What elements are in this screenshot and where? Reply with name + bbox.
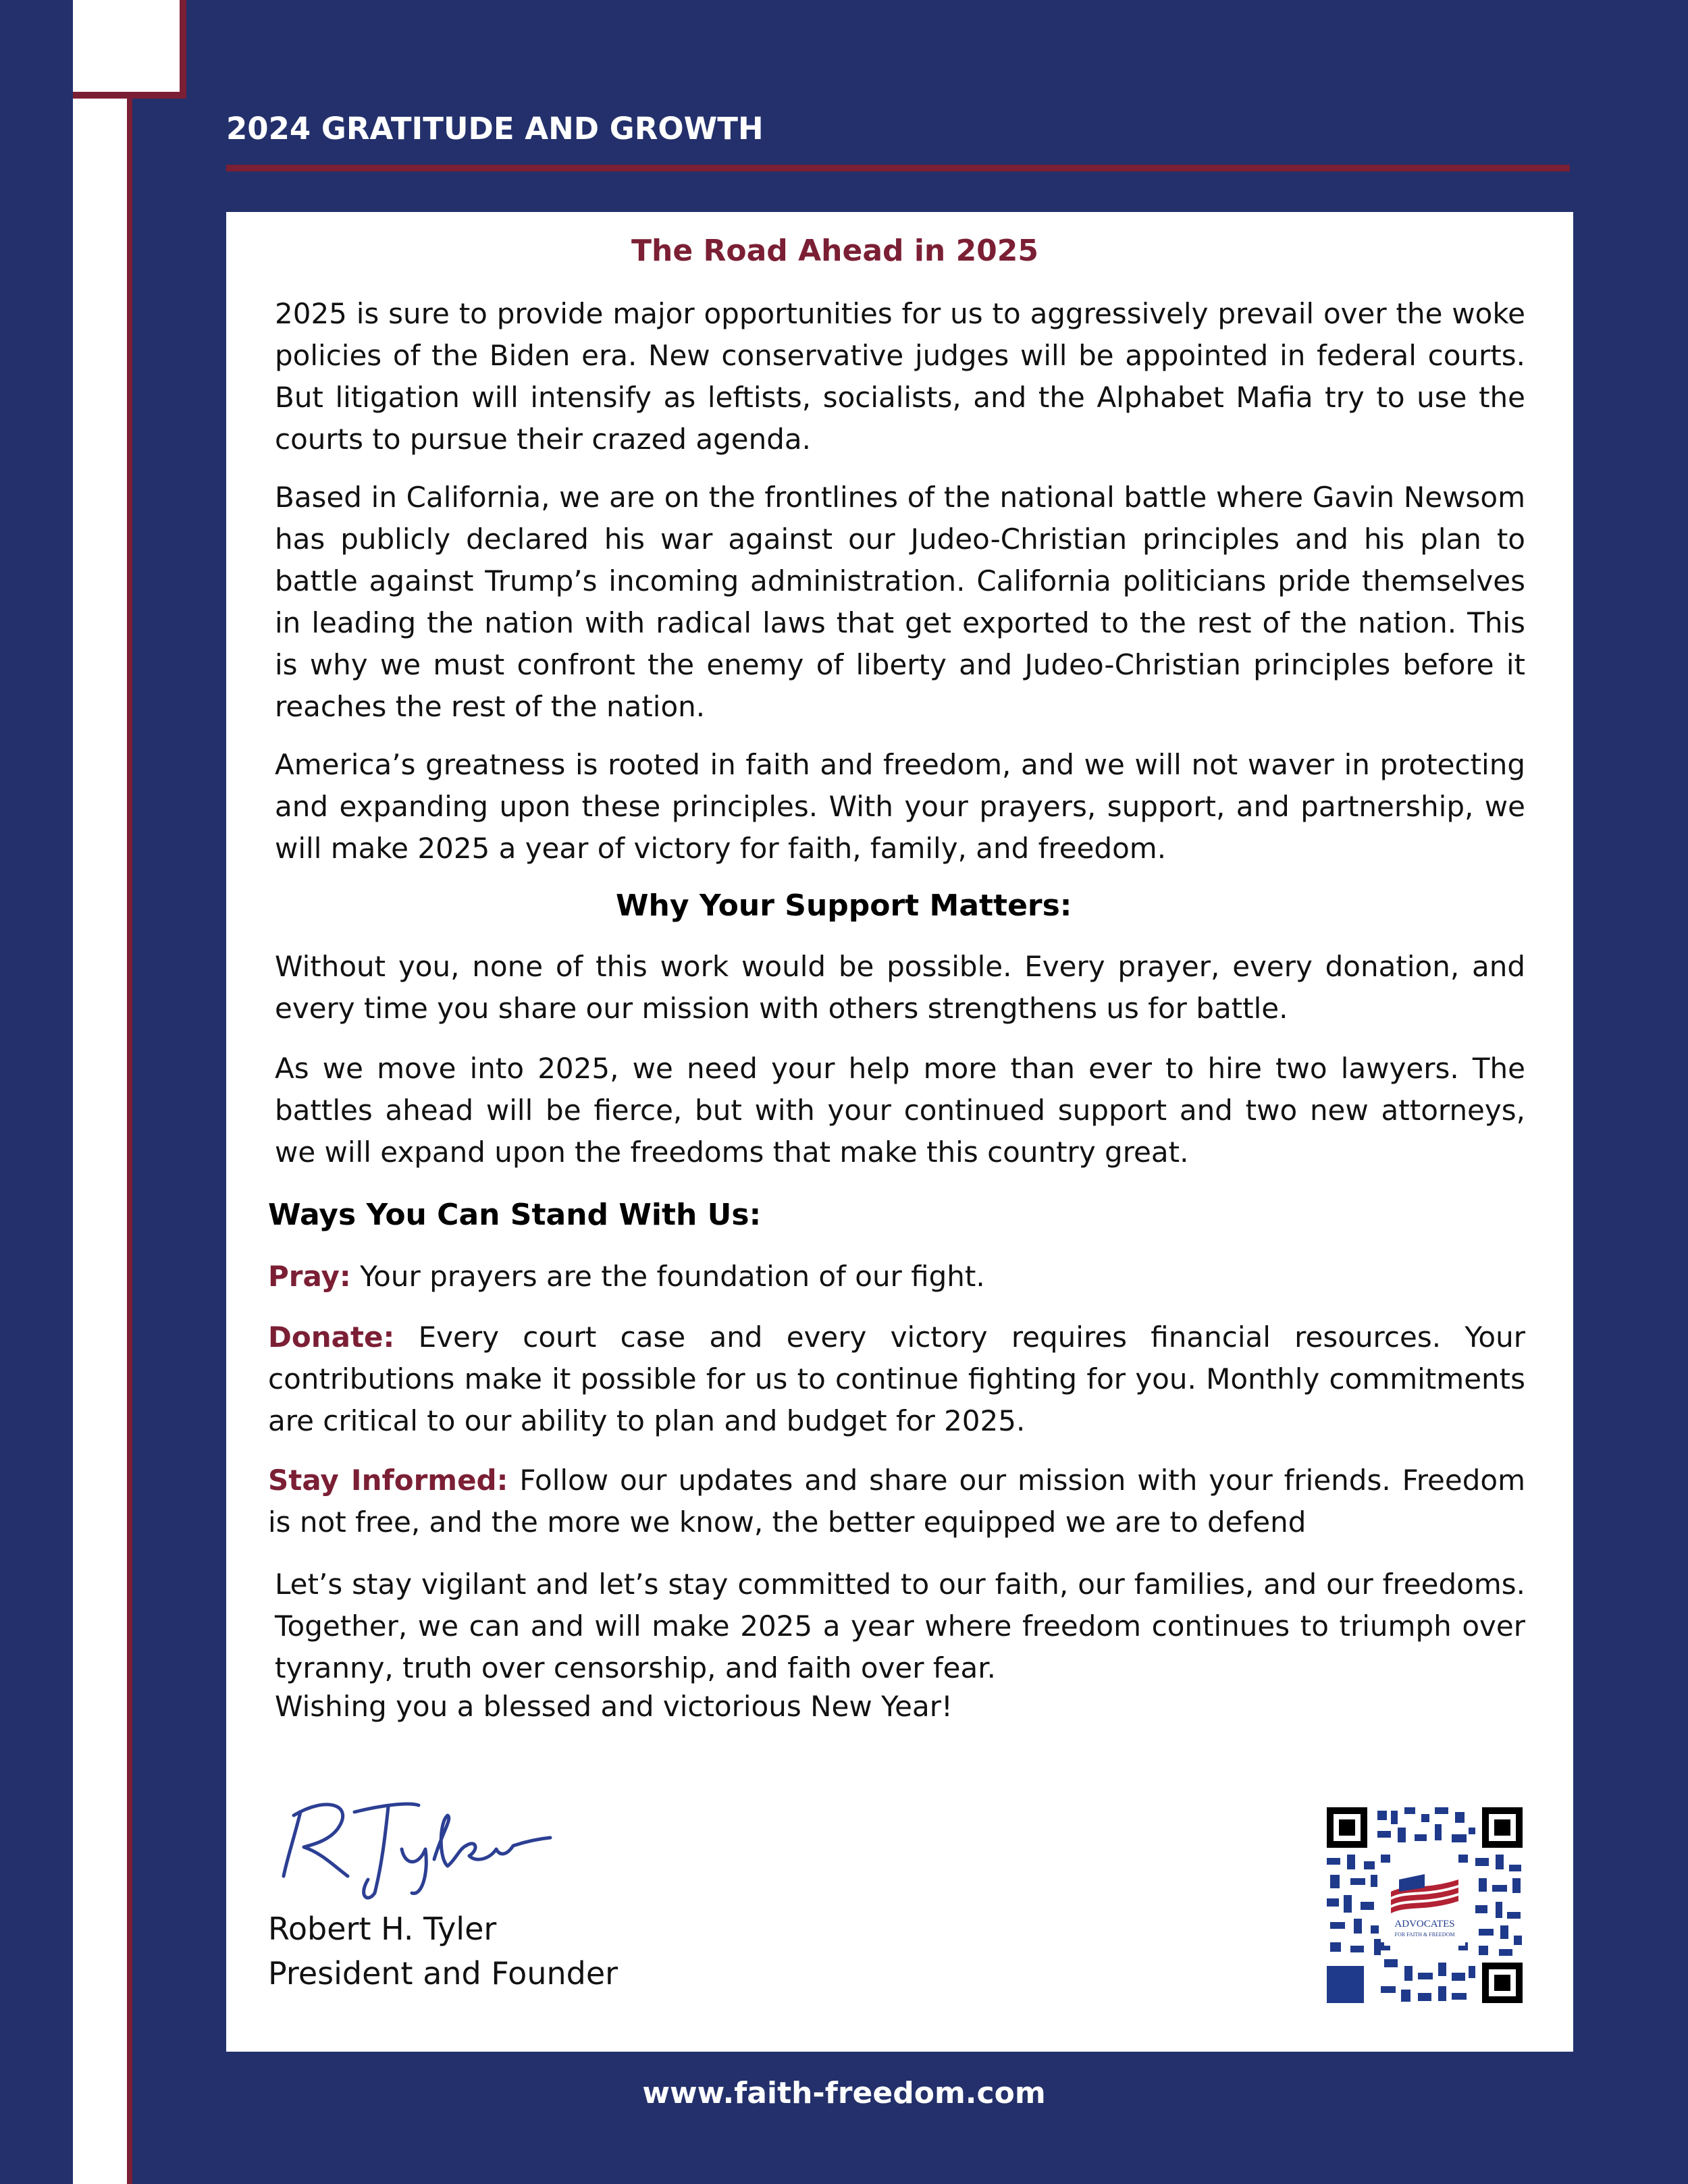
- pray-text: Your prayers are the foundation of our fight.: [350, 1260, 985, 1293]
- donate-item: [268, 1316, 1525, 1442]
- donate-text: Every court case and every victory requires financial resources. Your contributions make it possible for us to continue fighting for you. Monthly commitments are critical to our ability to plan and budget for 2025.: [268, 1321, 1525, 1437]
- road-ahead-heading: The Road Ahead in 2025: [631, 234, 1039, 268]
- donate-label: Donate:: [268, 1321, 395, 1354]
- support-heading: Why Your Support Matters:: [616, 888, 1072, 923]
- signature-image: [273, 1785, 557, 1900]
- road-ahead-paragraph-1: 2025 is sure to provide major opportunities for us to aggressively prevail over the woke policies of the Biden era. New conservative judges will be appointed in federal courts. But litigation will intensify as leftists, socialists, and the Alphabet Mafia try to use the courts to pursue their crazed agenda.: [275, 297, 1525, 456]
- footer-url[interactable]: www.faith-freedom.com: [642, 2076, 1046, 2110]
- corner-decoration: [73, 0, 186, 99]
- qr-logo-text: ADVOCATES: [1394, 1919, 1455, 1929]
- page-header-title: 2024 GRATITUDE AND GROWTH: [226, 111, 764, 147]
- left-red-stripe: [127, 0, 132, 2184]
- stay-informed-item: [268, 1460, 1525, 1543]
- closing-wish: Wishing you a blessed and victorious New Year!: [275, 1690, 953, 1723]
- pray-label: Pray:: [268, 1260, 351, 1293]
- signer-name: Robert H. Tyler: [268, 1911, 497, 1947]
- signer-title: President and Founder: [268, 1955, 618, 1992]
- road-ahead-paragraph-2: Based in California, we are on the frontlines of the national battle where Gavin Newsom has publicly declared his war against our Judeo-Christian principles and his plan to battle against Trump’s incoming administration. California politicians pride themselves in leading the nation with radical laws that get exported to the rest of the nation. This is why we must confront the enemy of liberty and Judeo-Christian principles before it reaches the rest of the nation.: [275, 481, 1525, 723]
- closing-paragraph: Let’s stay vigilant and let’s stay committed to our faith, our families, and our freedoms. Together, we can and will make 2025 a year where freedom continues to triumph over tyranny, truth over censorship, and faith over fear.: [275, 1568, 1525, 1684]
- stay-informed-text: Follow our updates and share our mission with your friends. Freedom is not free, and the more we know, the better equipped we are to defend: [268, 1464, 1525, 1539]
- signer-block: [268, 1907, 618, 1996]
- support-paragraph-2: As we move into 2025, we need your help more than ever to hire two lawyers. The battles ahead will be fierce, but with your continued support and two new attorneys, we will expand upon the freedoms that make this country great.: [275, 1052, 1525, 1169]
- letter-panel: [226, 212, 1573, 2052]
- qr-code[interactable]: [1323, 1804, 1526, 2006]
- qr-logo-subtext: FOR FAITH & FREEDOM: [1394, 1932, 1455, 1938]
- pray-item: [268, 1256, 1525, 1298]
- left-white-stripe: [73, 0, 127, 2184]
- support-paragraph-1: Without you, none of this work would be possible. Every prayer, every donation, and every time you share our mission with others strengthens us for battle.: [275, 950, 1525, 1025]
- stay-informed-label: Stay Informed:: [268, 1464, 508, 1497]
- ways-heading: Ways You Can Stand With Us:: [268, 1198, 762, 1232]
- header-divider: [226, 165, 1570, 171]
- road-ahead-paragraph-3: America’s greatness is rooted in faith and freedom, and we will not waver in protecting and expanding upon these principles. With your prayers, support, and partnership, we will make 2025 a year of victory for faith, family, and freedom.: [275, 748, 1525, 865]
